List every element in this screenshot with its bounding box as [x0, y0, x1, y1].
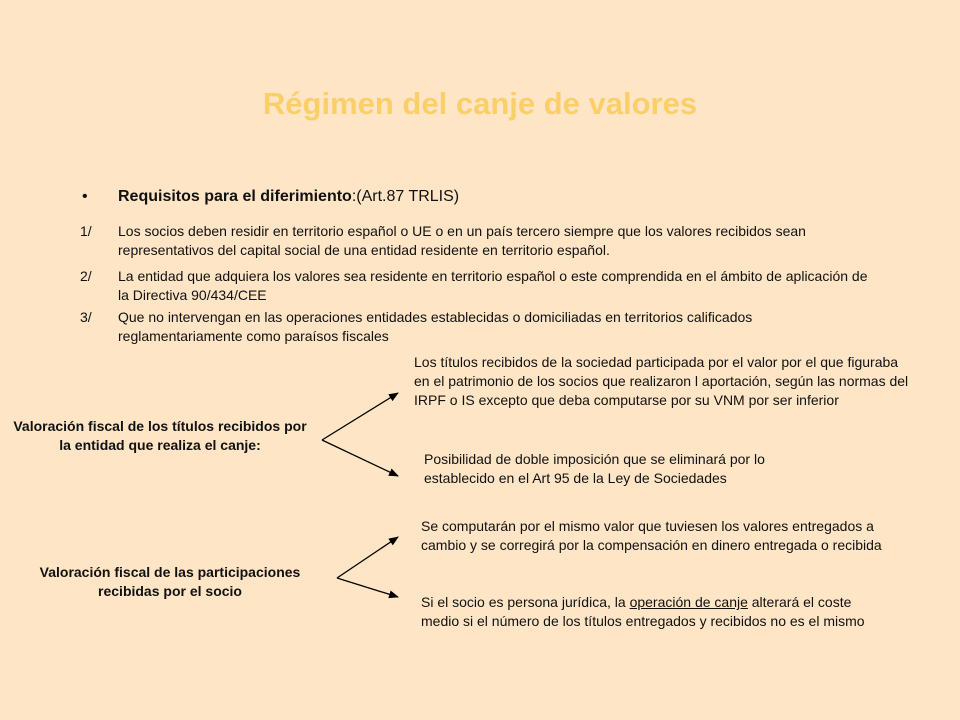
- bullet: •: [82, 188, 88, 205]
- arrow-entidad-down: [322, 440, 398, 476]
- item-text: Que no intervengan en las operaciones entidades establecidas o domiciliadas en territorios calificados reglamentariamente como paraísos fiscales: [118, 309, 753, 344]
- item-number: 1/: [80, 223, 92, 239]
- label-valoracion-entidad: Valoración fiscal de los títulos recibidos por la entidad que realiza el canje:: [13, 418, 307, 453]
- page-title: Régimen del canje de valores: [262, 86, 698, 121]
- item-text: La entidad que adquiera los valores sea residente en territorio español o este comprendida en el ámbito de aplicación de la Directiva 90/434/CEE: [118, 268, 868, 303]
- requisitos-title: Requisitos para el diferimiento: [118, 188, 352, 205]
- text-socio-branch1: Se computarán por el mismo valor que tuviesen los valores entregados a cambio y se corregirá por la compensación en dinero entregada o recibida: [421, 518, 882, 553]
- socio-branch2-post: alterará el coste medio si el número de los títulos entregados y recibidos no es el mismo: [421, 594, 865, 629]
- operacion-canje-link: operación de canje: [629, 594, 748, 610]
- text-entidad-branch1: Los títulos recibidos de la sociedad participada por el valor por el que figuraba en el patrimonio de los socios que realizaron l aportación, según las normas del IRPF o IS excepto que deba computarse por su VNM por ser inferior: [414, 354, 909, 408]
- arrow-socio-down: [337, 578, 398, 597]
- item-number: 2/: [80, 268, 92, 284]
- text-socio-branch2: [421, 593, 876, 631]
- socio-branch2-pre: Si el socio es persona jurídica, la: [421, 594, 630, 610]
- requisitos-ref: :(Art.87 TRLIS): [351, 188, 460, 205]
- arrow-entidad-up: [322, 393, 398, 440]
- item-text: Los socios deben residir en territorio español o UE o en un país tercero siempre que los valores recibidos sean representativos del capital social de una entidad residente en territorio español.: [118, 223, 806, 258]
- item-number: 3/: [80, 309, 92, 325]
- arrow-socio-up: [337, 537, 398, 578]
- label-valoracion-socio: Valoración fiscal de las participaciones recibidas por el socio: [39, 564, 301, 599]
- text-entidad-branch2: Posibilidad de doble imposición que se eliminará por lo establecido en el Art 95 de la Ley de Sociedades: [424, 451, 765, 486]
